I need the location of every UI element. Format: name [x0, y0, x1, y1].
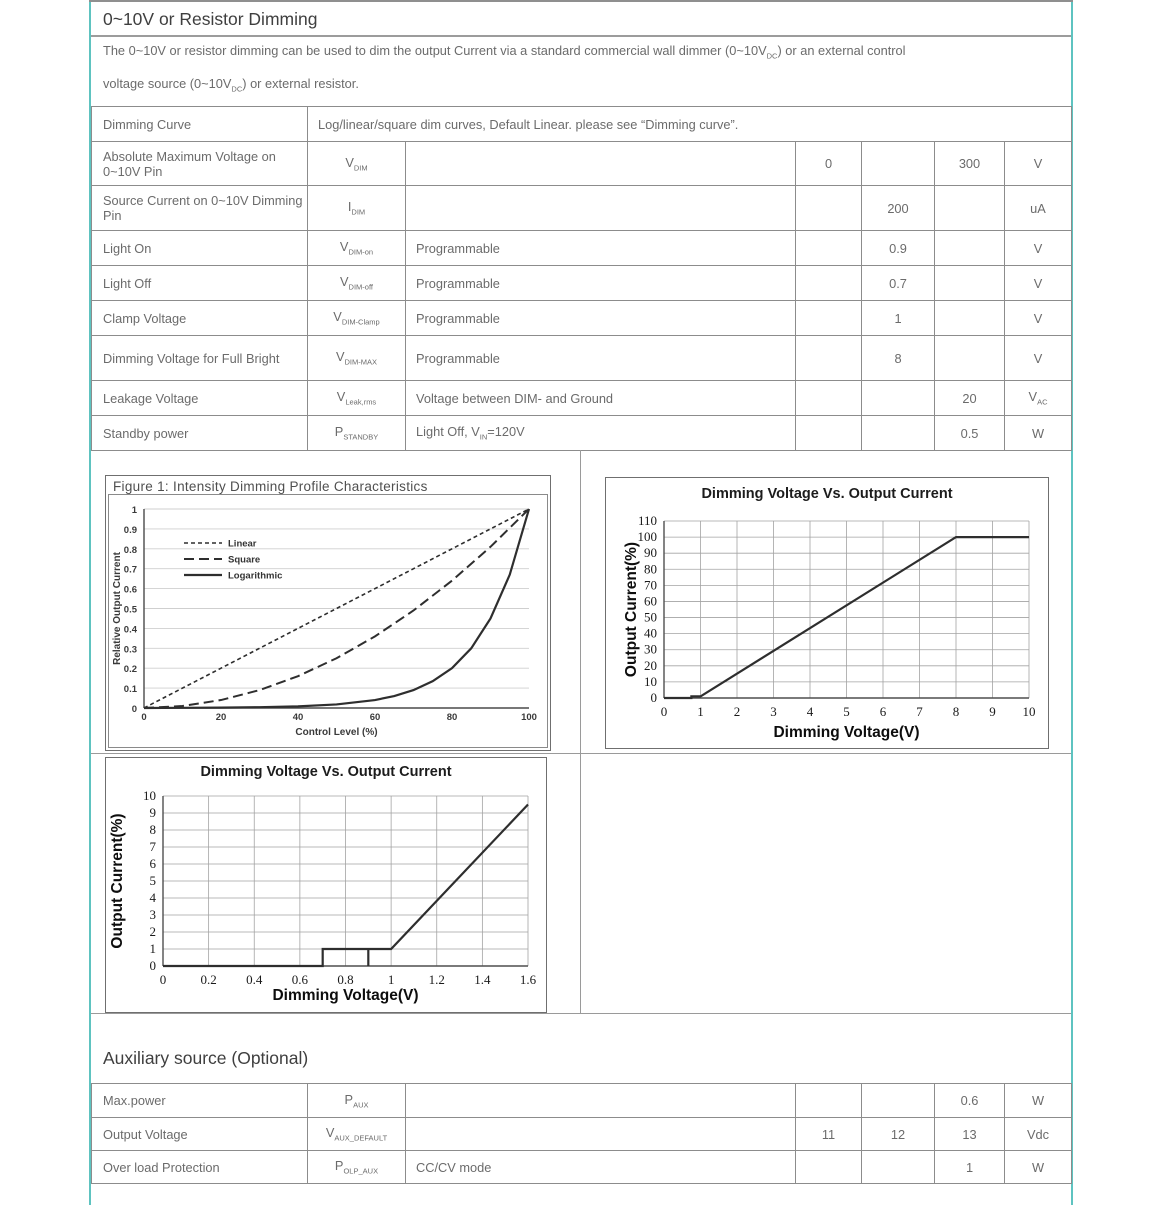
- svg-text:Control Level (%): Control Level (%): [295, 727, 378, 738]
- dimming-voltage-output-current-chart-zoom: [106, 786, 546, 1010]
- condition-cell: Light Off, $V_{IN}=120V$: [406, 416, 796, 451]
- figure-row-divider: [91, 753, 1071, 754]
- max-cell: 0.5: [935, 416, 1005, 451]
- table-row: [92, 266, 1072, 301]
- svg-text:5: 5: [843, 704, 850, 719]
- max-cell: [935, 186, 1005, 231]
- unit-cell: V: [1005, 301, 1072, 336]
- min-cell: [796, 336, 862, 381]
- param-cell: Over load Protection: [92, 1151, 308, 1184]
- svg-text:Dimming Voltage(V): Dimming Voltage(V): [272, 987, 419, 1004]
- table-row: [92, 1151, 1072, 1184]
- svg-text:1: 1: [697, 704, 704, 719]
- max-cell: 20: [935, 381, 1005, 416]
- svg-text:0.9: 0.9: [123, 524, 137, 536]
- aux-section-title: Auxiliary source (Optional): [103, 1048, 309, 1068]
- svg-text:Relative Output Current: Relative Output Current: [112, 552, 123, 665]
- max-cell: 1: [935, 1151, 1005, 1184]
- max-cell: [935, 301, 1005, 336]
- condition-cell: Programmable: [406, 336, 796, 381]
- svg-text:30: 30: [644, 641, 657, 657]
- condition-cell: Programmable: [406, 301, 796, 336]
- svg-text:4: 4: [149, 890, 156, 905]
- figure2-box: [605, 477, 1049, 749]
- svg-text:Dimming Voltage(V): Dimming Voltage(V): [773, 724, 920, 741]
- svg-text:6: 6: [879, 704, 887, 719]
- param-cell: Source Current on 0~10V Dimming Pin: [92, 186, 308, 231]
- min-cell: 0: [796, 142, 862, 186]
- svg-text:0.5: 0.5: [123, 604, 137, 616]
- condition-cell: Programmable: [406, 266, 796, 301]
- svg-text:0: 0: [131, 704, 137, 715]
- svg-text:0: 0: [149, 958, 156, 973]
- unit-cell: uA: [1005, 186, 1072, 231]
- section-description-line2: voltage source $(0\sim 10V_{DC})$ or external resistor.: [103, 76, 359, 94]
- min-cell: [796, 1151, 862, 1184]
- figure3-box: [105, 757, 547, 1013]
- typ-cell: [862, 1151, 935, 1184]
- svg-text:0.8: 0.8: [337, 972, 354, 987]
- condition-cell: [406, 1118, 796, 1151]
- svg-text:80: 80: [446, 712, 458, 723]
- svg-text:0.8: 0.8: [123, 544, 137, 556]
- auxiliary-source-table: [91, 1083, 1072, 1184]
- figure3-title: Dimming Voltage Vs. Output Current: [200, 764, 452, 780]
- svg-text:0: 0: [660, 704, 668, 719]
- min-cell: [796, 381, 862, 416]
- svg-text:8: 8: [149, 822, 156, 837]
- param-cell: Light Off: [92, 266, 308, 301]
- unit-cell: W: [1005, 1084, 1072, 1118]
- min-cell: 11: [796, 1118, 862, 1151]
- svg-text:0.6: 0.6: [123, 584, 137, 596]
- table-row: [92, 142, 1072, 186]
- typ-cell: [862, 381, 935, 416]
- svg-text:0.1: 0.1: [123, 684, 137, 696]
- svg-text:3: 3: [770, 704, 777, 719]
- condition-cell: [406, 142, 796, 186]
- svg-text:20: 20: [215, 712, 227, 723]
- table-row: [92, 416, 1072, 451]
- svg-text:Output Current(%): Output Current(%): [623, 541, 640, 678]
- svg-text:20: 20: [644, 657, 657, 673]
- table-row: [92, 1084, 1072, 1118]
- page-top-border: [89, 0, 1073, 2]
- condition-cell: CC/CV mode: [406, 1151, 796, 1184]
- min-cell: [796, 416, 862, 451]
- svg-text:90: 90: [644, 545, 657, 561]
- figure-column-divider: [580, 450, 581, 1013]
- min-cell: [796, 301, 862, 336]
- figure1-plot-frame: [108, 494, 548, 748]
- svg-text:10: 10: [1022, 704, 1036, 719]
- svg-text:7: 7: [149, 839, 156, 854]
- svg-text:0.4: 0.4: [246, 972, 263, 987]
- svg-text:0.2: 0.2: [200, 972, 217, 987]
- symbol-cell: $V_{DIM-MAX}$: [308, 336, 406, 381]
- typ-cell: 1: [862, 301, 935, 336]
- symbol-cell: $V_{DIM-off}$: [308, 266, 406, 301]
- figure1-caption: Figure 1: Intensity Dimming Profile Characteristics: [113, 479, 428, 494]
- param-cell: Standby power: [92, 416, 308, 451]
- symbol-cell: $P_{STANDBY}$: [308, 416, 406, 451]
- svg-text:0: 0: [141, 712, 147, 723]
- svg-text:100: 100: [637, 529, 657, 545]
- max-cell: 0.6: [935, 1084, 1005, 1118]
- table-row: [92, 186, 1072, 231]
- svg-text:8: 8: [952, 704, 960, 719]
- svg-text:1: 1: [387, 972, 395, 987]
- unit-cell: V: [1005, 231, 1072, 266]
- typ-cell: 12: [862, 1118, 935, 1151]
- min-cell: [796, 266, 862, 301]
- svg-text:Logarithmic: Logarithmic: [228, 570, 283, 582]
- svg-text:0.2: 0.2: [123, 664, 137, 676]
- svg-text:10: 10: [143, 788, 156, 803]
- param-cell: Light On: [92, 231, 308, 266]
- svg-text:9: 9: [989, 704, 996, 719]
- param-cell: Leakage Voltage: [92, 381, 308, 416]
- symbol-cell: $V_{DIM-Clamp}$: [308, 301, 406, 336]
- svg-text:Output Current(%): Output Current(%): [109, 813, 126, 949]
- section-description-line1: The 0~10V or resistor dimming can be used to dim the output Current via a standard commercial wall dimmer $(0\sim 10V_{DC})$ or an external control: [103, 43, 906, 61]
- table-row: [92, 107, 1072, 142]
- svg-text:Square: Square: [228, 554, 261, 566]
- table-row: [92, 301, 1072, 336]
- svg-text:110: 110: [637, 513, 657, 528]
- unit-cell: W: [1005, 1151, 1072, 1184]
- svg-text:2: 2: [733, 704, 741, 719]
- intensity-dimming-profile-chart: [109, 495, 545, 745]
- figure1-box: [105, 475, 551, 751]
- min-cell: [796, 1084, 862, 1118]
- svg-text:0: 0: [159, 972, 167, 987]
- typ-cell: 0.9: [862, 231, 935, 266]
- dimming-parameters-table: [91, 106, 1072, 451]
- svg-text:4: 4: [806, 704, 814, 719]
- condition-cell: Voltage between DIM- and Ground: [406, 381, 796, 416]
- symbol-cell: $P_{OLP\_AUX}$: [308, 1151, 406, 1184]
- svg-text:3: 3: [149, 907, 156, 922]
- max-cell: [935, 231, 1005, 266]
- min-cell: [796, 231, 862, 266]
- svg-text:Linear: Linear: [228, 538, 257, 550]
- svg-text:70: 70: [644, 577, 657, 593]
- svg-text:6: 6: [149, 856, 156, 871]
- condition-cell: Programmable: [406, 231, 796, 266]
- svg-text:5: 5: [149, 873, 156, 888]
- typ-cell: [862, 416, 935, 451]
- symbol-cell: $V_{DIM}$: [308, 142, 406, 186]
- svg-text:10: 10: [644, 673, 657, 689]
- typ-cell: [862, 142, 935, 186]
- typ-cell: 8: [862, 336, 935, 381]
- table-row: [92, 231, 1072, 266]
- svg-text:0.6: 0.6: [291, 972, 308, 987]
- merged-value-cell: Log/linear/square dim curves, Default Linear. please see “Dimming curve”.: [308, 107, 1072, 142]
- typ-cell: [862, 1084, 935, 1118]
- page-title: 0~10V or Resistor Dimming: [103, 9, 318, 29]
- svg-text:50: 50: [644, 609, 657, 625]
- svg-text:100: 100: [521, 712, 537, 723]
- svg-text:1: 1: [149, 941, 156, 956]
- typ-cell: 200: [862, 186, 935, 231]
- svg-text:7: 7: [916, 704, 923, 719]
- condition-cell: [406, 186, 796, 231]
- max-cell: 300: [935, 142, 1005, 186]
- title-divider: [91, 35, 1071, 37]
- svg-text:9: 9: [149, 805, 156, 820]
- max-cell: [935, 336, 1005, 381]
- param-cell: Absolute Maximum Voltage on 0~10V Pin: [92, 142, 308, 186]
- svg-text:1.2: 1.2: [428, 972, 445, 987]
- condition-cell: [406, 1084, 796, 1118]
- param-cell: Dimming Voltage for Full Bright: [92, 336, 308, 381]
- svg-text:60: 60: [644, 593, 657, 609]
- svg-text:0.3: 0.3: [123, 644, 137, 656]
- unit-cell: V: [1005, 336, 1072, 381]
- svg-text:2: 2: [149, 924, 156, 939]
- table-row: [92, 336, 1072, 381]
- dimming-voltage-output-current-chart-full: [606, 508, 1048, 746]
- svg-text:40: 40: [644, 625, 657, 641]
- svg-text:0: 0: [650, 690, 657, 705]
- param-cell: Dimming Curve: [92, 107, 308, 142]
- svg-text:1.4: 1.4: [474, 972, 491, 987]
- symbol-cell: $I_{DIM}$: [308, 186, 406, 231]
- typ-cell: 0.7: [862, 266, 935, 301]
- symbol-cell: $V_{Leak,rms}$: [308, 381, 406, 416]
- max-cell: [935, 266, 1005, 301]
- svg-text:0.4: 0.4: [123, 624, 137, 636]
- svg-text:60: 60: [369, 712, 381, 723]
- unit-cell: Vdc: [1005, 1118, 1072, 1151]
- unit-cell: V: [1005, 142, 1072, 186]
- symbol-cell: $V_{AUX\_DEFAULT}$: [308, 1118, 406, 1151]
- svg-text:1: 1: [131, 505, 137, 516]
- unit-cell: $V_{AC}$: [1005, 381, 1072, 416]
- param-cell: Clamp Voltage: [92, 301, 308, 336]
- symbol-cell: $P_{AUX}$: [308, 1084, 406, 1118]
- svg-text:80: 80: [644, 561, 657, 577]
- symbol-cell: $V_{DIM-on}$: [308, 231, 406, 266]
- figure-bottom-divider: [91, 1013, 1071, 1014]
- svg-text:40: 40: [292, 712, 304, 723]
- figure2-title: Dimming Voltage Vs. Output Current: [701, 486, 953, 502]
- unit-cell: W: [1005, 416, 1072, 451]
- param-cell: Output Voltage: [92, 1118, 308, 1151]
- table-row: [92, 381, 1072, 416]
- svg-text:0.7: 0.7: [123, 564, 137, 576]
- svg-text:1.6: 1.6: [519, 972, 537, 987]
- table-row: [92, 1118, 1072, 1151]
- max-cell: 13: [935, 1118, 1005, 1151]
- param-cell: Max.power: [92, 1084, 308, 1118]
- min-cell: [796, 186, 862, 231]
- unit-cell: V: [1005, 266, 1072, 301]
